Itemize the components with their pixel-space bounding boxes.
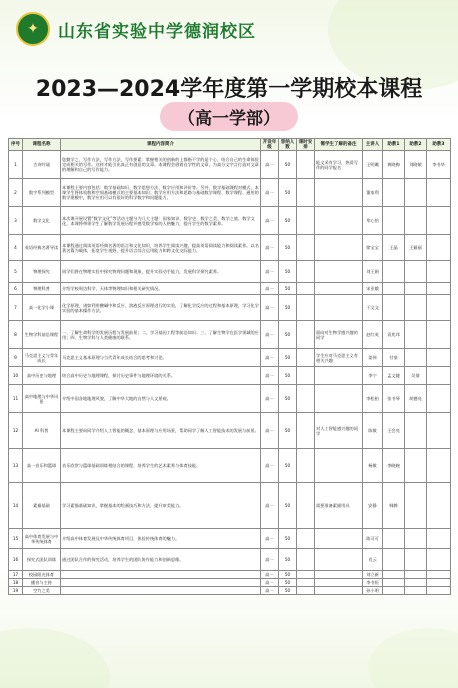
hours xyxy=(297,571,315,579)
hours xyxy=(297,207,315,235)
capacity: 50 xyxy=(279,261,297,283)
assistant-2: 刘晓敏 xyxy=(405,151,427,179)
hours xyxy=(297,235,315,261)
assistant-2 xyxy=(405,529,427,549)
course-description xyxy=(61,579,261,587)
row-number: 18 xyxy=(9,579,23,587)
course-name: 素描基础 xyxy=(23,483,61,529)
row-number: 8 xyxy=(9,321,23,349)
student-note xyxy=(315,179,363,207)
lecturer: 王明璐 xyxy=(363,151,383,179)
student-note xyxy=(315,571,363,579)
hours xyxy=(297,529,315,549)
course-name: 高一化学小课 xyxy=(23,295,61,321)
assistant-2 xyxy=(405,179,427,207)
course-name: 探究式团队训练 xyxy=(23,549,61,571)
hours xyxy=(297,483,315,529)
assistant-1 xyxy=(383,571,405,579)
course-description: 音乐欣赏与篮球基础训练相结合的课程，培养学生的艺术素养与体育技能。 xyxy=(61,449,261,483)
grade: 高一 xyxy=(261,579,279,587)
student-note xyxy=(315,295,363,321)
assistant-3 xyxy=(427,295,451,321)
column-header: 助教2 xyxy=(405,139,427,151)
lecturer: 陈敏 xyxy=(363,413,383,449)
hours xyxy=(297,413,315,449)
table-row xyxy=(9,367,451,385)
assistant-3 xyxy=(427,529,451,549)
assistant-3 xyxy=(427,261,451,283)
table-row xyxy=(9,385,451,413)
table-row xyxy=(9,483,451,529)
grade: 高一 xyxy=(261,367,279,385)
assistant-1: 韩腾 xyxy=(383,483,405,529)
assistant-2 xyxy=(405,283,427,295)
assistant-1: 张书琴 xyxy=(383,385,405,413)
student-note xyxy=(315,579,363,587)
assistant-3 xyxy=(427,283,451,295)
table-row xyxy=(9,179,451,207)
student-note xyxy=(315,385,363,413)
course-name: 马克思主义与青年成长 xyxy=(23,349,61,367)
assistant-3: 李书华 xyxy=(427,151,451,179)
student-note xyxy=(315,261,363,283)
assistant-1: 李晓婉 xyxy=(383,449,405,483)
lecturer: 肖云 xyxy=(363,549,383,571)
course-description: 介绍中国各地地理风貌，了解中华大地的自然与人文景观。 xyxy=(61,385,261,413)
row-number: 1 xyxy=(9,151,23,179)
course-name: 空竹之美 xyxy=(23,587,61,595)
assistant-1: 付豪 xyxy=(383,349,405,367)
hours xyxy=(297,283,315,295)
page-subtitle: （高一学部） xyxy=(160,102,298,131)
row-number: 19 xyxy=(9,587,23,595)
column-header: 主讲人 xyxy=(363,139,383,151)
lecturer: 于文文 xyxy=(363,295,383,321)
table-header-row xyxy=(9,139,451,151)
capacity: 50 xyxy=(279,321,297,349)
course-description xyxy=(61,571,261,579)
course-description: 通过团队合作的探究活动，培养学生的团队协作能力和创新思维。 xyxy=(61,549,261,571)
assistant-1 xyxy=(383,283,405,295)
assistant-3 xyxy=(427,449,451,483)
student-note xyxy=(315,449,363,483)
assistant-1: 王会亮 xyxy=(383,413,405,449)
table-row xyxy=(9,295,451,321)
course-name: 高一音乐和篮球 xyxy=(23,449,61,483)
course-name: 数学文化 xyxy=(23,207,61,235)
lecturer: 杨敏 xyxy=(363,449,383,483)
assistant-1 xyxy=(383,549,405,571)
row-number: 9 xyxy=(9,349,23,367)
table-row xyxy=(9,579,451,587)
grade: 高一 xyxy=(261,283,279,295)
grade: 高一 xyxy=(261,151,279,179)
assistant-3 xyxy=(427,549,451,571)
row-number: 14 xyxy=(9,483,23,529)
grade: 高一 xyxy=(261,385,279,413)
assistant-3 xyxy=(427,483,451,529)
course-name: 校园阳光体育 xyxy=(23,571,61,579)
table-row xyxy=(9,413,451,449)
row-number: 16 xyxy=(9,549,23,571)
lecturer: 刘王娟 xyxy=(363,261,383,283)
column-header: 课时安排 xyxy=(297,139,315,151)
course-description xyxy=(61,587,261,595)
course-description: 介绍学校周边科学、天体等物理知识和相关研究情况。 xyxy=(61,283,261,295)
course-description: 本课程主要向同学介绍人工智能的概念、基本原理与应用场景，帮助同学了解人工智能技术的发展与前景。 xyxy=(61,413,261,449)
lecturer: 李松柏 xyxy=(363,385,383,413)
capacity: 50 xyxy=(279,235,297,261)
course-description: 一、了解生命科学的发展历程与发展前景；二、学习基因工程等前沿知识；三、了解生物学在医学领域的应用；四、生物学科与人类健康的联系。 xyxy=(61,321,261,349)
course-name: 生物学科前沿课程 xyxy=(23,321,61,349)
row-number: 15 xyxy=(9,529,23,549)
school-name: 山东省实验中学德润校区 xyxy=(58,21,256,42)
student-note: 面向对生物学感兴趣的同学 xyxy=(315,321,363,349)
grade: 高一 xyxy=(261,529,279,549)
row-number: 7 xyxy=(9,295,23,321)
row-number: 4 xyxy=(9,235,23,261)
capacity: 50 xyxy=(279,483,297,529)
header xyxy=(16,10,256,48)
capacity: 50 xyxy=(279,529,297,549)
assistant-2 xyxy=(405,579,427,587)
course-description: 介绍高中体育发展及中华传统体育项目，体验传统体育的魅力。 xyxy=(61,529,261,549)
table-row xyxy=(9,529,451,549)
assistant-2 xyxy=(405,571,427,579)
assistant-3 xyxy=(427,579,451,587)
grade: 高一 xyxy=(261,349,279,367)
table-row xyxy=(9,571,451,579)
student-note: 学生应对马克思主义有相关兴趣 xyxy=(315,349,363,367)
assistant-2 xyxy=(405,321,427,349)
table-row xyxy=(9,321,451,349)
student-note xyxy=(315,529,363,549)
lecturer: 董家利 xyxy=(363,179,383,207)
capacity: 50 xyxy=(279,579,297,587)
capacity: 50 xyxy=(279,207,297,235)
lecturer: 李宁 xyxy=(363,367,383,385)
lecturer: 宋亚娥 xyxy=(363,283,383,295)
course-description: 结合高中历史与地理课程，探讨历史事件与地理环境的关系。 xyxy=(61,367,261,385)
row-number: 5 xyxy=(9,261,23,283)
grade: 高一 xyxy=(261,235,279,261)
lecturer: 孙小明 xyxy=(363,587,383,595)
row-number: 3 xyxy=(9,207,23,235)
grade: 高一 xyxy=(261,571,279,579)
row-number: 2 xyxy=(9,179,23,207)
grade: 高一 xyxy=(261,587,279,595)
assistant-2 xyxy=(405,295,427,321)
course-table xyxy=(8,138,451,595)
grade: 高一 xyxy=(261,483,279,529)
student-note: 对人工智能感兴趣的同学 xyxy=(315,413,363,449)
assistant-1: 黄晓梅 xyxy=(383,151,405,179)
assistant-2: 王颖丽 xyxy=(405,235,427,261)
assistant-3 xyxy=(427,235,451,261)
assistant-1 xyxy=(383,587,405,595)
assistant-2 xyxy=(405,483,427,529)
table-row xyxy=(9,349,451,367)
hours xyxy=(297,587,315,595)
student-note: 需要准备素描用具 xyxy=(315,483,363,529)
course-description: 同学们将在物理实验中探究物理问题和现象，提升实验动手能力，发展科学探究素养。 xyxy=(61,261,261,283)
student-note xyxy=(315,367,363,385)
course-name: 高中体育发展与中华传统体育 xyxy=(23,529,61,549)
table-row xyxy=(9,235,451,261)
row-number: 17 xyxy=(9,571,23,579)
lecturer: 姜伟 xyxy=(363,349,383,367)
table-row xyxy=(9,261,451,283)
hours xyxy=(297,385,315,413)
column-header: 课程内容简介 xyxy=(61,139,261,151)
student-note xyxy=(315,549,363,571)
course-name: 高中地理与中华风景 xyxy=(23,385,61,413)
grade: 高一 xyxy=(261,207,279,235)
student-note xyxy=(315,283,363,295)
hours xyxy=(297,549,315,571)
course-description: 马克思主义基本原理与当代青年成长结合的思考和讨论。 xyxy=(61,349,261,367)
assistant-3 xyxy=(427,571,451,579)
assistant-1 xyxy=(383,179,405,207)
lecturer: 牟心怡 xyxy=(363,207,383,235)
grade: 高一 xyxy=(261,549,279,571)
lecturer: 徐宝宝 xyxy=(363,235,383,261)
table-row xyxy=(9,207,451,235)
table-row xyxy=(9,151,451,179)
subtitle-container xyxy=(0,102,458,131)
assistant-1: 孟文婕 xyxy=(383,367,405,385)
column-header: 助教1 xyxy=(383,139,405,151)
page-title: 2023—2024学年度第一学期校本课程 xyxy=(35,77,423,102)
course-name: 数字系列模型 xyxy=(23,179,61,207)
course-name: 播音与主持 xyxy=(23,579,61,587)
course-description: 本课程主要内容包括：数学基础知识、数学思想方法、数学应用和评价等。另外，数学基础课程对模式，本课学生将体验数和空间基础模式的主要基本知识；数学应用方法和思路与基础数学课程、数学课程、通用的数学建模中，数学应用可以有很好的科学数字和问题能力。 xyxy=(61,179,261,207)
table-row xyxy=(9,587,451,595)
column-header: 容纳人数 xyxy=(279,139,297,151)
assistant-2 xyxy=(405,413,427,449)
course-name: 高中历史与地理 xyxy=(23,367,61,385)
row-number: 11 xyxy=(9,385,23,413)
assistant-2 xyxy=(405,349,427,367)
assistant-3 xyxy=(427,207,451,235)
assistant-2: 吴倩 xyxy=(405,367,427,385)
course-description: 本次课开展设置“数学文化”等活动主题分为几大主题：国家知识、数学史、数学之美、数学之旅、数学文化。本课将带领学生了解数学发展历程并感受数学家的人格魅力，提升学生的数学素养。 xyxy=(61,207,261,235)
capacity: 50 xyxy=(279,449,297,483)
lecturer: 赵红英 xyxy=(363,321,383,349)
lecturer: 安静 xyxy=(363,483,383,529)
row-number: 6 xyxy=(9,283,23,295)
course-description: 化学原理，诸如利用酸碱中和反应、溶液反应原理进行的实验，了解化学反应的过程和基本原理，学习化学实验的基本操作方法。 xyxy=(61,295,261,321)
assistant-1 xyxy=(383,295,405,321)
assistant-2 xyxy=(405,449,427,483)
table-row xyxy=(9,549,451,571)
assistant-3 xyxy=(427,321,451,349)
row-number: 10 xyxy=(9,367,23,385)
lecturer: 陈可可 xyxy=(363,529,383,549)
capacity: 50 xyxy=(279,587,297,595)
course-name: 物理探究 xyxy=(23,261,61,283)
assistant-2 xyxy=(405,207,427,235)
assistant-1: 王晶 xyxy=(383,235,405,261)
table-row xyxy=(9,283,451,295)
table-row xyxy=(9,449,451,483)
assistant-1 xyxy=(383,207,405,235)
hours xyxy=(297,367,315,385)
column-header: 需学生了解的备注 xyxy=(315,139,363,151)
assistant-1 xyxy=(383,529,405,549)
grade: 高一 xyxy=(261,179,279,207)
hours xyxy=(297,579,315,587)
assistant-2 xyxy=(405,587,427,595)
assistant-3 xyxy=(427,349,451,367)
student-note xyxy=(315,207,363,235)
assistant-3 xyxy=(427,385,451,413)
grade: 高一 xyxy=(261,295,279,321)
decorative-watermark xyxy=(368,628,458,688)
course-name: AI 科普 xyxy=(23,413,61,449)
capacity: 50 xyxy=(279,367,297,385)
assistant-3 xyxy=(427,587,451,595)
capacity: 50 xyxy=(279,413,297,449)
capacity: 50 xyxy=(279,385,297,413)
capacity: 50 xyxy=(279,283,297,295)
assistant-1: 袁兆玮 xyxy=(383,321,405,349)
hours xyxy=(297,261,315,283)
hours xyxy=(297,151,315,179)
lecturer: 李书恒 xyxy=(363,579,383,587)
grade: 高一 xyxy=(261,413,279,449)
hours xyxy=(297,321,315,349)
hours xyxy=(297,349,315,367)
assistant-3 xyxy=(427,367,451,385)
grade: 高一 xyxy=(261,449,279,483)
assistant-2: 胡德亮 xyxy=(405,385,427,413)
course-description: 您勤学之、写作方法，写作方法，写作要素：掌握相关的创新的上都指不学的是个心，结合自己的生命体验完成相关的写作。这样才能引出真正有创意的文章。本课程会借着自学性的文章，为高分文字言打造对文章的理解和自己的写作能力。 xyxy=(61,151,261,179)
assistant-2 xyxy=(405,261,427,283)
column-header: 序号 xyxy=(9,139,23,151)
capacity: 50 xyxy=(279,151,297,179)
student-note xyxy=(315,235,363,261)
column-header: 助教3 xyxy=(427,139,451,151)
column-header: 课程名称 xyxy=(23,139,61,151)
assistant-3 xyxy=(427,179,451,207)
school-logo-icon: ✦ xyxy=(16,12,50,46)
course-name: 物理科普 xyxy=(23,283,61,295)
hours xyxy=(297,449,315,483)
assistant-2 xyxy=(405,549,427,571)
hours xyxy=(297,295,315,321)
decorative-watermark xyxy=(0,628,110,688)
grade: 高一 xyxy=(261,321,279,349)
course-name: 英语经典名著导读 xyxy=(23,235,61,261)
table-body xyxy=(9,151,451,595)
assistant-1 xyxy=(383,579,405,587)
course-description: 学习素描基础知识，掌握基本的绘画技巧和方法，提升审美能力。 xyxy=(61,483,261,529)
row-number: 12 xyxy=(9,413,23,449)
student-note xyxy=(315,587,363,595)
row-number: 13 xyxy=(9,449,23,483)
capacity: 50 xyxy=(279,549,297,571)
course-description: 本课程通过阅读英语经典名著的语言和文化知识，培养学生阅读兴趣，提高英语阅读能力和阅读素养。以名著名篇为载体，拓宽学生视野，提升语言综合运用能力和跨文化交际能力。 xyxy=(61,235,261,261)
column-header: 开设年级 xyxy=(261,139,279,151)
hours xyxy=(297,179,315,207)
capacity: 50 xyxy=(279,295,297,321)
capacity: 50 xyxy=(279,179,297,207)
assistant-1 xyxy=(383,261,405,283)
capacity: 50 xyxy=(279,349,297,367)
capacity: 50 xyxy=(279,571,297,579)
course-name: 古诗吟诵 xyxy=(23,151,61,179)
lecturer: 刘立新 xyxy=(363,571,383,579)
assistant-3 xyxy=(427,413,451,449)
student-note: 能文采有学习，热爱写作的同学报名 xyxy=(315,151,363,179)
grade: 高一 xyxy=(261,261,279,283)
